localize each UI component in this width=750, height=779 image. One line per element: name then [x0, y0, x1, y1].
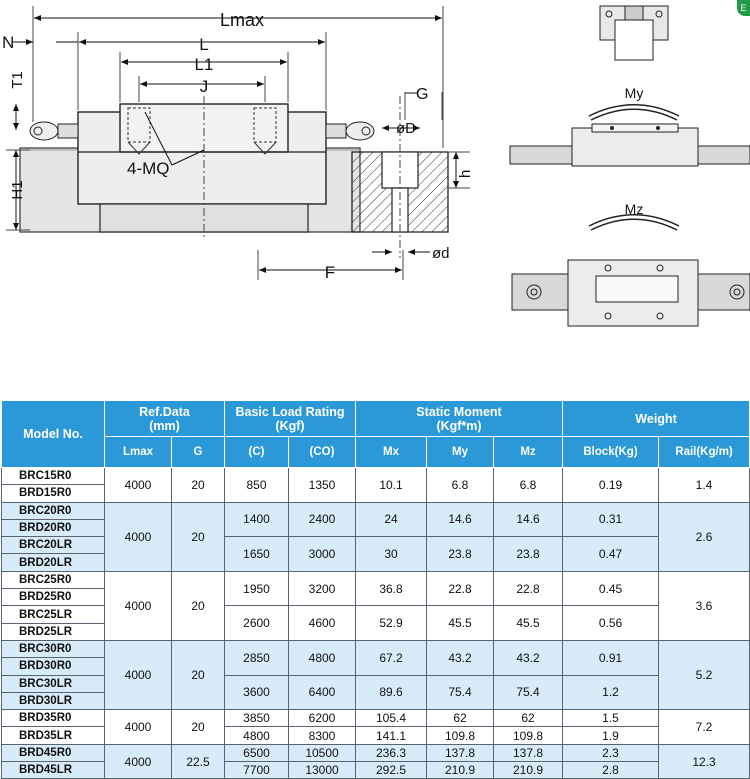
mx-cell: 24 — [356, 502, 427, 537]
label-h1: H1 — [9, 180, 26, 200]
header-c: (C) — [225, 437, 289, 468]
model-cell: BRD25LR — [2, 623, 105, 640]
my-cell: 62 — [427, 710, 494, 727]
header-model: Model No. — [2, 401, 105, 468]
co-cell: 4600 — [289, 606, 356, 641]
lmax-cell: 4000 — [105, 640, 172, 709]
g-cell: 20 — [172, 571, 225, 640]
mx-cell: 52.9 — [356, 606, 427, 641]
label-h: h — [457, 169, 474, 178]
table-group — [2, 744, 750, 779]
table-row — [2, 744, 750, 761]
mx-cell: 141.1 — [356, 727, 427, 744]
my-cell: 43.2 — [427, 640, 494, 675]
mx-cell: 30 — [356, 537, 427, 572]
co-cell: 6400 — [289, 675, 356, 710]
model-cell: BRD45R0 — [2, 744, 105, 761]
header-load-text: Basic Load Rating (Kgf) — [235, 404, 345, 433]
lmax-cell: 4000 — [105, 468, 172, 503]
header-refdata — [105, 401, 225, 437]
mx-cell: 67.2 — [356, 640, 427, 675]
my-cell: 14.6 — [427, 502, 494, 537]
label-phi-D: øD — [396, 120, 416, 137]
model-cell: BRD45LR — [2, 762, 105, 779]
c-cell: 850 — [225, 468, 289, 503]
lmax-cell: 4000 — [105, 744, 172, 779]
header-co: (CO) — [289, 437, 356, 468]
model-cell: BRD20LR — [2, 554, 105, 571]
mz-cell: 75.4 — [494, 675, 563, 710]
rail-cell: 5.2 — [659, 640, 750, 709]
label-my: My — [624, 85, 644, 101]
end-view — [600, 6, 668, 60]
table-row — [2, 468, 750, 485]
table-group — [2, 571, 750, 640]
model-cell: BRC20R0 — [2, 502, 105, 519]
block-cell: 0.45 — [563, 571, 659, 606]
co-cell: 4800 — [289, 640, 356, 675]
model-cell: BRC30R0 — [2, 640, 105, 657]
mz-cell: 23.8 — [494, 537, 563, 572]
model-cell: BRD30LR — [2, 692, 105, 709]
c-cell: 4800 — [225, 727, 289, 744]
mx-cell: 10.1 — [356, 468, 427, 503]
c-cell: 2850 — [225, 640, 289, 675]
block-cell: 0.31 — [563, 502, 659, 537]
g-cell: 20 — [172, 468, 225, 503]
header-mx: Mx — [356, 437, 427, 468]
co-cell: 10500 — [289, 744, 356, 761]
block-cell: 1.2 — [563, 675, 659, 710]
my-cell: 23.8 — [427, 537, 494, 572]
rail-cell: 7.2 — [659, 710, 750, 745]
label-l1: L1 — [194, 55, 214, 74]
model-cell: BRC20LR — [2, 537, 105, 554]
table-group — [2, 502, 750, 571]
block-cell: 0.47 — [563, 537, 659, 572]
header-moment — [356, 401, 563, 437]
header-weight: Weight — [563, 401, 750, 437]
header-refdata-text: Ref.Data (mm) — [139, 404, 190, 433]
header-mz: Mz — [494, 437, 563, 468]
mz-cell: 45.5 — [494, 606, 563, 641]
g-cell: 20 — [172, 502, 225, 571]
rail-cell: 1.4 — [659, 468, 750, 503]
table-row — [2, 502, 750, 519]
label-mz: Mz — [624, 201, 644, 217]
block-cell: 0.19 — [563, 468, 659, 503]
block-cell: 0.91 — [563, 640, 659, 675]
label-g: G — [416, 86, 429, 103]
model-cell: BRC25R0 — [2, 571, 105, 588]
corner-badge: E — [737, 0, 750, 16]
c-cell: 2600 — [225, 606, 289, 641]
label-j: J — [199, 77, 209, 96]
co-cell: 3000 — [289, 537, 356, 572]
c-cell: 7700 — [225, 762, 289, 779]
mx-cell: 292.5 — [356, 762, 427, 779]
co-cell: 2400 — [289, 502, 356, 537]
model-cell: BRC30LR — [2, 675, 105, 692]
model-cell: BRD25R0 — [2, 589, 105, 606]
lmax-cell: 4000 — [105, 571, 172, 640]
label-phi-d: ød — [432, 245, 450, 262]
block-cell: 0.56 — [563, 606, 659, 641]
table-group — [2, 468, 750, 503]
mz-cell: 6.8 — [494, 468, 563, 503]
mx-cell: 236.3 — [356, 744, 427, 761]
mz-cell: 62 — [494, 710, 563, 727]
c-cell: 3600 — [225, 675, 289, 710]
block-cell: 1.9 — [563, 727, 659, 744]
model-cell: BRD35LR — [2, 727, 105, 744]
label-n: N — [2, 33, 15, 52]
my-cell: 75.4 — [427, 675, 494, 710]
spec-table — [1, 400, 750, 779]
my-cell: 210.9 — [427, 762, 494, 779]
g-cell: 20 — [172, 640, 225, 709]
header-load — [225, 401, 356, 437]
header-lmax: Lmax — [105, 437, 172, 468]
block-cell: 2.8 — [563, 762, 659, 779]
mz-cell: 43.2 — [494, 640, 563, 675]
my-moment-view — [510, 85, 750, 166]
co-cell: 1350 — [289, 468, 356, 503]
c-cell: 1650 — [225, 537, 289, 572]
header-rail: Rail(Kg/m) — [659, 437, 750, 468]
c-cell: 1400 — [225, 502, 289, 537]
table-group — [2, 640, 750, 709]
block-cell: 2.3 — [563, 744, 659, 761]
side-view — [2, 6, 474, 282]
label-t1: T1 — [9, 71, 26, 89]
mx-cell: 105.4 — [356, 710, 427, 727]
model-cell: BRD15R0 — [2, 485, 105, 502]
table-group — [2, 710, 750, 745]
header-block: Block(Kg) — [563, 437, 659, 468]
grease-nipple-left-icon — [30, 122, 78, 140]
rail-cell: 3.6 — [659, 571, 750, 640]
label-f: F — [324, 263, 336, 282]
c-cell: 1950 — [225, 571, 289, 606]
my-cell: 22.8 — [427, 571, 494, 606]
rail-cell: 12.3 — [659, 744, 750, 779]
co-cell: 13000 — [289, 762, 356, 779]
mz-cell: 210.9 — [494, 762, 563, 779]
my-cell: 45.5 — [427, 606, 494, 641]
mz-cell: 137.8 — [494, 744, 563, 761]
label-l: L — [199, 35, 209, 54]
co-cell: 8300 — [289, 727, 356, 744]
label-lmax: Lmax — [219, 10, 265, 30]
c-cell: 3850 — [225, 710, 289, 727]
grease-nipple-right-icon — [326, 122, 374, 140]
lmax-cell: 4000 — [105, 502, 172, 571]
mz-cell: 22.8 — [494, 571, 563, 606]
table-row — [2, 710, 750, 727]
co-cell: 6200 — [289, 710, 356, 727]
header-my: My — [427, 437, 494, 468]
rail-cell: 2.6 — [659, 502, 750, 571]
c-cell: 6500 — [225, 744, 289, 761]
header-moment-text: Static Moment (Kgf*m) — [416, 404, 502, 433]
mx-cell: 89.6 — [356, 675, 427, 710]
model-cell: BRD35R0 — [2, 710, 105, 727]
model-cell: BRD30R0 — [2, 658, 105, 675]
mz-cell: 109.8 — [494, 727, 563, 744]
my-cell: 6.8 — [427, 468, 494, 503]
model-cell: BRD20R0 — [2, 519, 105, 536]
co-cell: 3200 — [289, 571, 356, 606]
my-cell: 137.8 — [427, 744, 494, 761]
mz-moment-view — [512, 201, 750, 326]
table-row — [2, 571, 750, 588]
model-cell: BRC25LR — [2, 606, 105, 623]
model-cell: BRC15R0 — [2, 468, 105, 485]
header-g: G — [172, 437, 225, 468]
mz-cell: 14.6 — [494, 502, 563, 537]
my-cell: 109.8 — [427, 727, 494, 744]
g-cell: 22.5 — [172, 744, 225, 779]
lmax-cell: 4000 — [105, 710, 172, 745]
block-cell: 1.5 — [563, 710, 659, 727]
mx-cell: 36.8 — [356, 571, 427, 606]
g-cell: 20 — [172, 710, 225, 745]
label-4mq: 4-MQ — [127, 159, 170, 178]
table-row — [2, 640, 750, 657]
